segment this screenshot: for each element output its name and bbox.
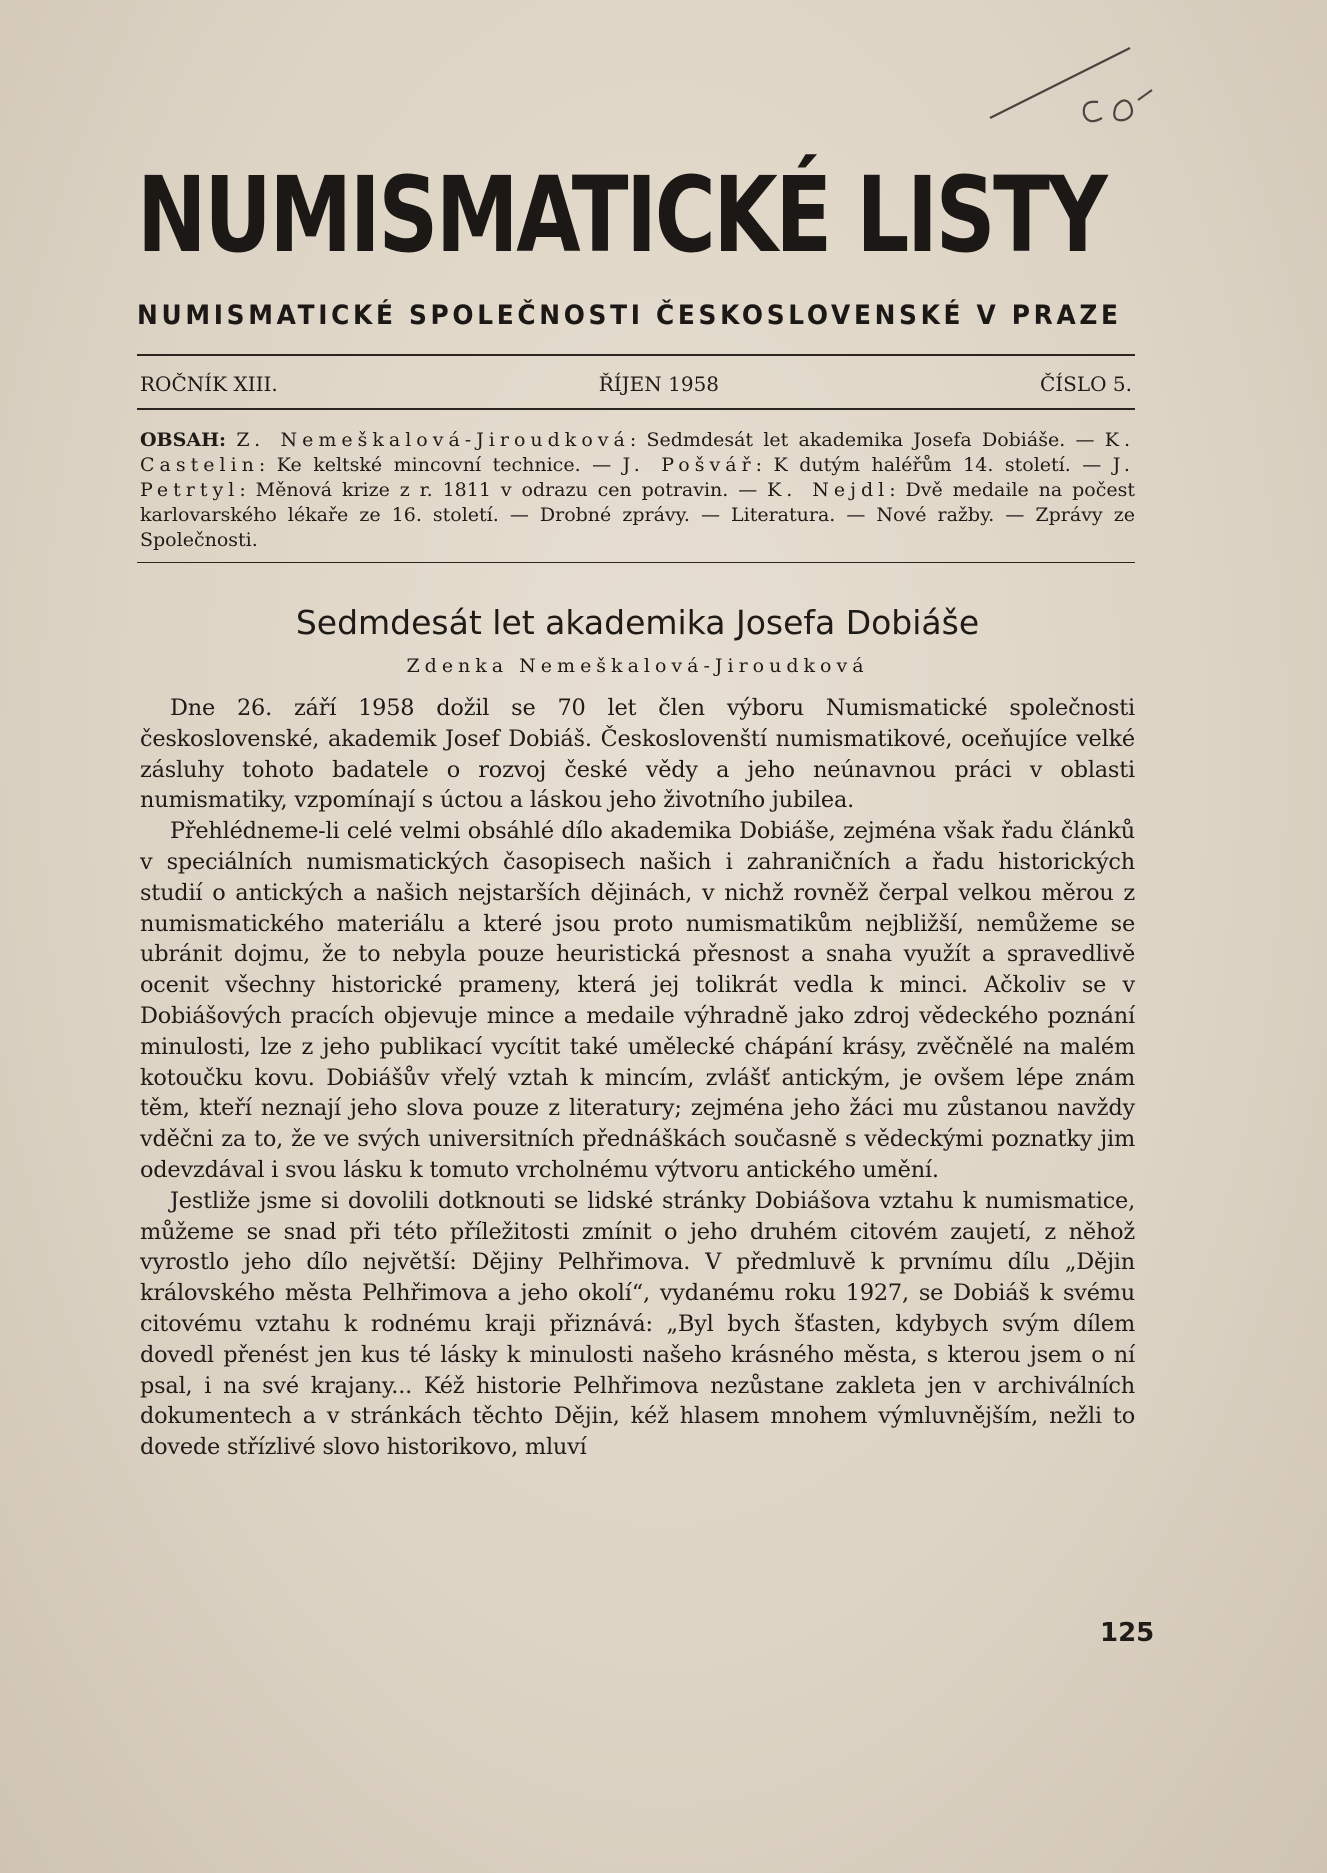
contents-title-2: Ke keltské mincovní technice. <box>276 454 581 476</box>
issue-date: ŘÍJEN 1958 <box>598 372 720 396</box>
contents-section-3: Nové ražby. <box>876 504 995 526</box>
contents-author-2: K. Castelin <box>140 429 1135 476</box>
contents-section-4: Zprávy ze Společnosti. <box>140 504 1135 551</box>
contents-section-1: Drobné zprávy. <box>539 504 690 526</box>
volume-label: ROČNÍK XIII. <box>140 372 278 396</box>
handwritten-pencil-mark <box>980 40 1220 130</box>
contents-title-3: K dutým haléřům 14. století. <box>773 454 1071 476</box>
issue-number: ČÍSLO 5. <box>1039 372 1132 396</box>
top-divider <box>137 354 1135 356</box>
issue-divider <box>137 408 1135 410</box>
article-paragraph: Dne 26. září 1958 dožil se 70 let člen výboru Numismatické společnosti československé, akademik Josef Dobiáš. Českoslovenští numismatikové, oceňujíce velké zásluhy tohoto badatele o rozvoj české vědy a jeho neúnavnou práci v oblasti numismatiky, vzpomínají s úctou a láskou jeho životního jubilea. <box>140 695 1135 814</box>
contents-title-1: Sedmdesát let akademika Josefa Dobiáše. <box>646 429 1066 451</box>
contents-title-5: Dvě medaile na počest karlovarského lékaře ze 16. století. <box>140 479 1135 526</box>
article-author: Zdenka Nemeškalová-Jiroudková <box>406 655 869 677</box>
article-paragraph: Jestliže jsme si dovolili dotknouti se lidské stránky Dobiášova vztahu k numismatice, můžeme se snad při této příležitosti zmínit o jeho druhém citovém zaujetí, z něhož vyrostlo jeho dílo největší: Dějiny Pelhřimova. V předmluvě k prvnímu dílu „Dějin královského města Pelhřimova a jeho okolí“, vydanému roku 1927, se Dobiáš k svému citovému vztahu k rodnému kraji přiznává: „Byl bych šťasten, kdybych svým dílem dovedl přenést jen kus té lásky k minulosti našeho krásného města, s kterou jsem o ní psal, i na své krajany... Kéž historie Pelhřimova nezůstane zakleta jen v archiválních dokumentech a v stránkách těchto Dějin, kéž hlasem mnohem výmluvnějším, nežli to dovede střízlivé slovo historikovo, mluví <box>140 1187 1135 1461</box>
journal-subtitle: NUMISMATICKÉ SPOLEČNOSTI ČESKOSLOVENSKÉ V PRAZE <box>137 300 1122 331</box>
contents-author-1: Z. Nemeškalová-Jiroudková <box>236 429 630 451</box>
article-title: Sedmdesát let akademika Josefa Dobiáše <box>295 603 980 642</box>
contents-section-2: Literatura. <box>731 504 836 526</box>
article-paragraph: Přehlédneme-li celé velmi obsáhlé dílo akademika Dobiáše, zejména však řadu článků v speciálních numismatických časopisech našich i zahraničních a řadu historických studií o antických a našich nejstarších dějinách, v nichž rovněž čerpal velkou měrou z numismatického materiálu a které jsou proto numismatikům nejbližší, nemůžeme se ubránit dojmu, že to nebyla pouze heuristická přesnost a snaha využít a spravedlivě ocenit všechny historické prameny, která jej tolikrát vedla k minci. Ačkoliv se v Dobiášových pracích objevuje mince a medaile výhradně jako zdroj vědeckého poznání minulosti, lze z jeho publikací vycítit také umělecké chápání krásy, zvěčnělé na malém kotoučku kovu. Dobiášův vřelý vztah k mincím, zvlášť antickým, je ovšem lépe znám těm, kteří neznají jeho slova pouze z literatury; zejména jeho žáci mu zůstanou navždy vděčni za to, že ve svých universitních přednáškách současně s vědeckými poznatky jim odevzdával i svou lásku k tomuto vrcholnému výtvoru antického umění. <box>140 818 1135 1183</box>
journal-title: NUMISMATICKÉ LISTY <box>137 154 1106 276</box>
contents-title-4: Měnová krize z r. 1811 v odrazu cen potravin. <box>255 479 729 501</box>
handwritten-note: 60 <box>1090 120 1092 121</box>
contents-author-3: J. Pošvář <box>622 454 756 476</box>
page-number: 125 <box>1100 1618 1155 1648</box>
article-body <box>140 693 1135 1463</box>
table-of-contents: OBSAH: Z. Nemeškalová-Jiroudková: Sedmdesát let akademika Josefa Dobiáše. — K. Castelin: Ke keltské mincovní technice. — J. Pošvář: K dutým haléřům 14. století. — J. Petrtyl: Měnová krize z r. 1811 v odrazu cen potravin. — K. Nejdl: Dvě medaile na počest karlovarského lékaře ze 16. století. — Drobné zprávy. — Literatura. — Nové ražby. — Zprávy ze Společnosti. <box>140 429 1135 551</box>
contents-author-5: K. Nejdl <box>767 479 890 501</box>
issue-info-row <box>140 372 1132 396</box>
contents-author-4: J. Petrtyl <box>140 454 1135 501</box>
contents-divider <box>137 562 1135 563</box>
contents-label: OBSAH: <box>140 429 227 451</box>
